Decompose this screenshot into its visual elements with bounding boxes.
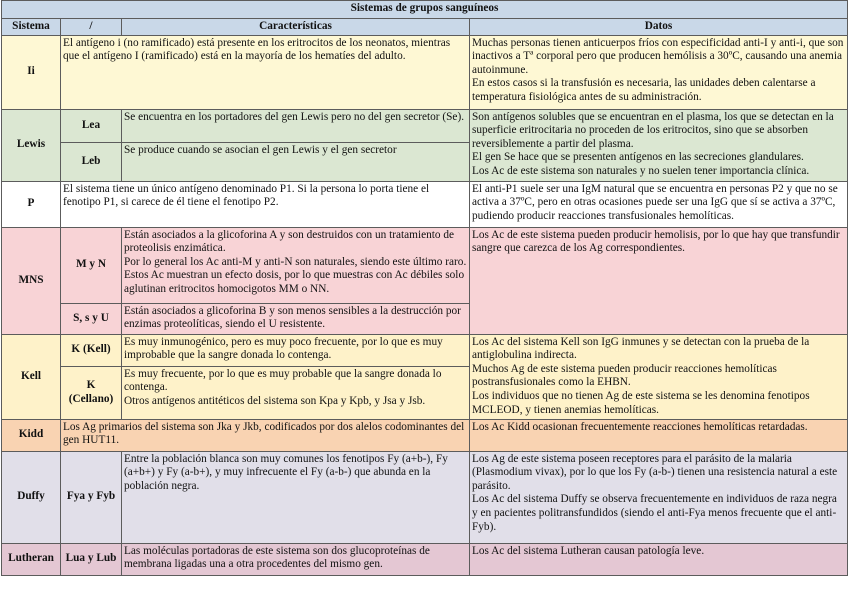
system-name-kidd: Kidd [2,419,61,451]
system-name-ii: Ii [2,35,61,109]
characteristics-k-cellano [122,366,470,419]
characteristics-lutheran: Las moléculas portadoras de este sistema son dos glucoproteínas de membrana ligadas una a otra procedentes del mismo gen. [122,543,470,575]
characteristics-kidd: Los Ag primarios del sistema son Jka y Jkb, codificados por dos alelos codominantes del gen HUT11. [61,419,470,451]
data-ii [470,35,848,109]
row-lewis-a [2,109,848,142]
data-kell-2: Muchos Ag de este sistema pueden producir reacciones hemolíticas postransfusionales como la EHBN. [472,362,777,389]
row-lutheran [2,543,848,575]
characteristics-k-kell: Es muy inmunogénico, pero es muy poco frecuente, por lo que es muy improbable que la sangre donada lo contenga. [122,334,470,366]
data-lewis-2: El gen Se hace que se presenten antígenos en las secreciones glandulares. [472,151,804,164]
blood-group-table [1,0,848,576]
row-mns-a [2,227,848,303]
data-ii-2: En estos casos si la transfusión es necesaria, las unidades deben calentarse a temperatura fisiológica antes de su administración. [472,77,816,103]
characteristics-lea: Se encuentra en los portadores del gen Lewis pero no del gen secretor (Se). [122,109,470,142]
data-lewis-1: Son antígenos solubles que se encuentran en el plasma, los que se detectan en la superficie eritrocitaria no proceden de los eritrocitos, sino que se absorben reversiblemente a partir del plasma. [472,110,834,150]
data-kell-1: Los Ac del sistema Kell son IgG inmunes y se detectan con la prueba de la antiglobulina indirecta. [472,335,810,362]
characteristics-ssu: Están asociados a glicoforina B y son menos sensibles a la destrucción por enzimas proteolíticas, siendo el U resistente. [122,303,470,334]
characteristics-p: El sistema tiene un único antígeno denominado P1. Si la persona lo porta tiene el fenotipo P1, si carece de él tiene el fenotipo P2. [61,181,470,227]
characteristics-k-cellano-1: Es muy frecuente, por lo que es muy probable que la sangre donada lo contenga. [124,367,442,394]
characteristics-k-cellano-2: Otros antígenos antitéticos del sistema son Kpa y Kpb, y Jsa y Jsb. [124,394,426,407]
data-duffy-1: Los Ag de este sistema poseen receptores para el parásito de la malaria (Plasmodium vivax), por lo que los Fy (a-b-) tienen una resistencia natural a este parásito. [472,452,838,492]
system-name-p: P [2,181,61,227]
header-sub: / [61,18,122,35]
system-name-kell: Kell [2,334,61,419]
characteristics-duffy: Entre la población blanca son muy comunes los fenotipos Fy (a+b-), Fy (a+b+) y Fy (a-b+), y muy infrecuente el Fy (a-b-) que abunda en la población negra. [122,451,470,543]
system-name-lutheran: Lutheran [2,543,61,575]
data-kidd: Los Ac Kidd ocasionan frecuentemente reacciones hemolíticas retardadas. [470,419,848,451]
system-name-mns: MNS [2,227,61,334]
sub-lea: Lea [61,109,122,142]
data-p: El anti-P1 suele ser una IgM natural que se encuentra en personas P2 y que no se activa a 37ºC, pero en otras ocasiones puede ser una IgG que sí se activa a 37ºC, pudiendo producir reacciones transfusionales hemolíticas. [470,181,848,227]
row-kell-a [2,334,848,366]
system-name-duffy: Duffy [2,451,61,543]
sub-leb: Leb [61,142,122,181]
data-kell [470,334,848,419]
title-row [2,1,848,19]
characteristics-myn-2: Por lo general los Ac anti-M y anti-N son naturales, siendo este último raro. Estos Ac muestran un efecto dosis, por lo que muestras con Ac débiles solo aglutinan eritrocitos homocigotos MM o NN. [124,255,467,295]
table-title: Sistemas de grupos sanguíneos [2,1,848,19]
data-lewis-3: Los Ac de este sistema son naturales y no suelen tener importancia clínica. [472,164,810,177]
data-ii-1: Muchas personas tienen anticuerpos fríos con especificidad anti-I y anti-i, que son inactivos a Tª corporal pero que producen hemólisis a 30ºC, causando una anemia autoinmune. [472,36,844,76]
sub-k-cellano [61,366,122,419]
data-lutheran: Los Ac del sistema Lutheran causan patología leve. [470,543,848,575]
characteristics-leb: Se produce cuando se asocian el gen Lewis y el gen secretor [122,142,470,181]
sub-k-kell: K (Kell) [61,334,122,366]
characteristics-ii: El antígeno i (no ramificado) está presente en los eritrocitos de los neonatos, mientras que el antígeno I (ramificado) está en la mayoría de los hematíes del adulto. [61,35,470,109]
sub-lutheran: Lua y Lub [61,543,122,575]
characteristics-myn-1: Están asociados a la glicoforina A y son destruidos con un tratamiento de proteolisis enzimática. [124,228,455,255]
system-name-lewis: Lewis [2,109,61,181]
row-kidd [2,419,848,451]
data-mns: Los Ac de este sistema pueden producir hemolisis, por lo que hay que transfundir sangre que carezca de los Ag correspondientes. [470,227,848,334]
data-duffy-2: Los Ac del sistema Duffy se observa frecuentemente en individuos de raza negra y en pacientes politransfundidos (siendo el anti-Fya menos frecuente que el anti-Fyb). [472,493,837,533]
sub-duffy: Fya y Fyb [61,451,122,543]
header-caracteristicas: Características [122,18,470,35]
sub-k-cellano-2: (Cellano) [68,392,114,405]
row-duffy [2,451,848,543]
sub-k-cellano-1: K [86,379,96,391]
sub-myn: M y N [61,227,122,303]
data-kell-3: Los individuos que no tienen Ag de este sistema se les denomina fenotipos MCLEOD, y tienen anemias hemolíticas. [472,389,810,416]
row-p [2,181,848,227]
characteristics-myn [122,227,470,303]
header-datos: Datos [470,18,848,35]
row-ii [2,35,848,109]
header-sistema: Sistema [2,18,61,35]
data-lewis [470,109,848,181]
header-row [2,18,848,35]
data-duffy [470,451,848,543]
sub-ssu: S, s y U [61,303,122,334]
